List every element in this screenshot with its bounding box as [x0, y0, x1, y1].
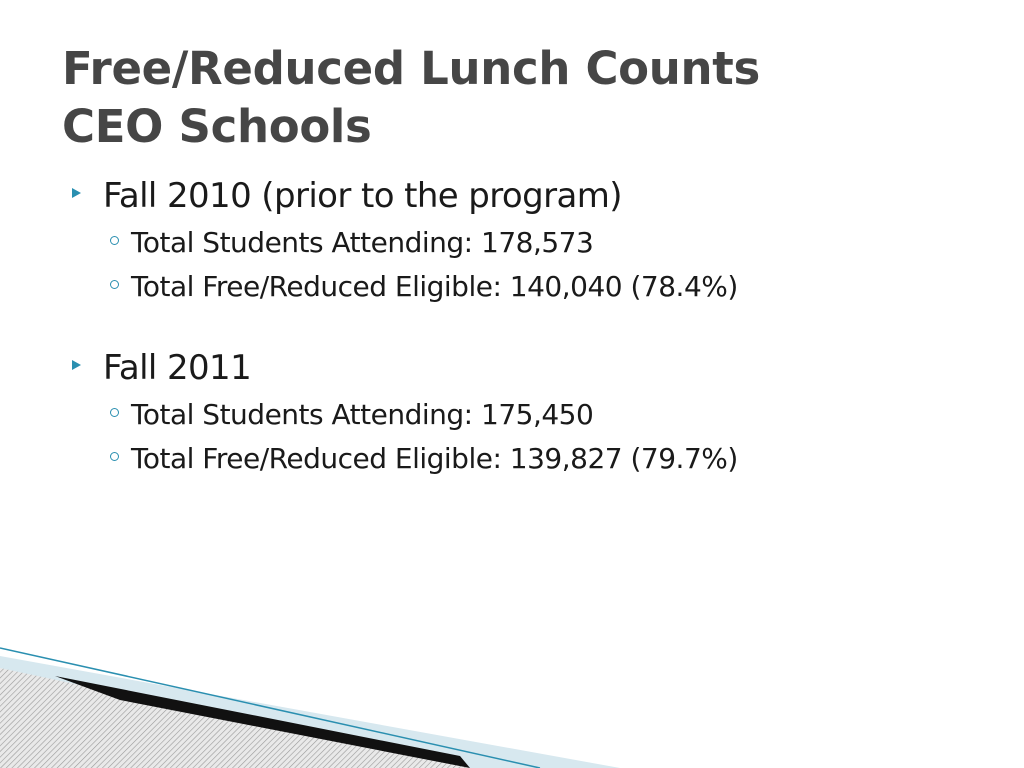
- sub-bullet-item: [72, 264, 972, 308]
- bullet-item: [72, 172, 972, 220]
- circle-bullet-icon: [110, 280, 119, 289]
- triangle-bullet-icon: [72, 188, 81, 198]
- slide-title: [62, 40, 962, 156]
- title-line-1: Free/Reduced Lunch Counts: [62, 42, 760, 95]
- section-fall-2010: [72, 172, 972, 308]
- sub-bullet-item: [72, 436, 972, 480]
- triangle-bullet-icon: [72, 360, 81, 370]
- circle-bullet-icon: [110, 452, 119, 461]
- bullet-heading: Fall 2010 (prior to the program): [103, 176, 622, 216]
- bullet-heading: Fall 2011: [103, 348, 252, 388]
- sub-bullet-text: Total Students Attending: 178,573: [131, 225, 594, 259]
- sub-bullet-text: Total Students Attending: 175,450: [131, 397, 594, 431]
- sub-bullet-item: [72, 220, 972, 264]
- title-line-2: CEO Schools: [62, 100, 372, 153]
- sub-bullet-item: [72, 392, 972, 436]
- circle-bullet-icon: [110, 236, 119, 245]
- circle-bullet-icon: [110, 408, 119, 417]
- section-fall-2011: [72, 344, 972, 480]
- decorative-stripe-graphic: [0, 638, 1024, 768]
- sub-bullet-text: Total Free/Reduced Eligible: 140,040 (78.4%): [131, 269, 738, 303]
- sub-bullet-text: Total Free/Reduced Eligible: 139,827 (79.7%): [131, 441, 738, 475]
- bullet-item: [72, 344, 972, 392]
- slide-content: [72, 172, 972, 516]
